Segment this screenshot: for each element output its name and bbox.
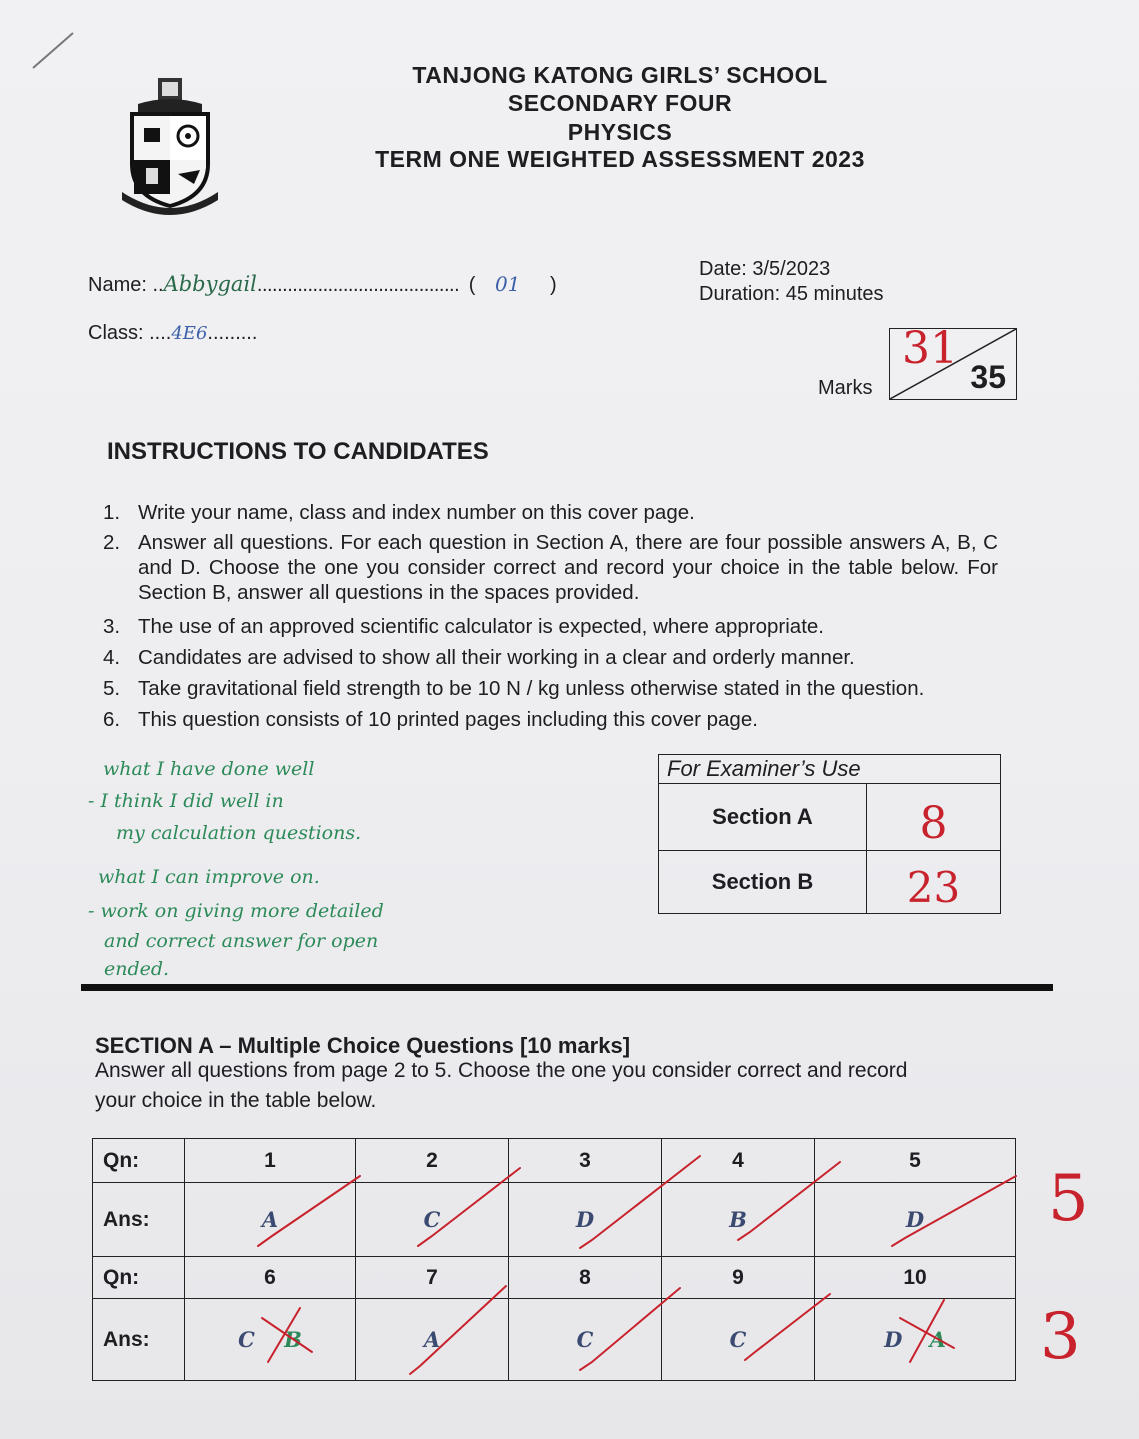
ans-label: Ans: [93, 1183, 185, 1257]
instruction-number: 3. [103, 615, 121, 638]
instruction-text: Take gravitational field strength to be 10 N / kg unless otherwise stated in the question. [138, 677, 925, 700]
question-number: 7 [356, 1257, 509, 1299]
duration: Duration: 45 minutes [699, 283, 884, 305]
section-a-title: SECTION A – Multiple Choice Questions [10 marks] [95, 1033, 631, 1058]
tick-mark [258, 1176, 360, 1246]
answer-correction: B [284, 1327, 302, 1352]
instruction-text: Write your name, class and index number on this cover page. [138, 501, 695, 524]
date: Date: 3/5/2023 [699, 258, 831, 280]
answer-cell: C [662, 1299, 815, 1381]
question-number: 5 [815, 1139, 1016, 1183]
instructions-title: INSTRUCTIONS TO CANDIDATES [107, 438, 489, 465]
subject: PHYSICS [567, 119, 673, 145]
question-number: 4 [662, 1139, 815, 1183]
tick-mark [418, 1168, 520, 1246]
answer-cell: D [884, 1327, 903, 1352]
question-number: 8 [509, 1257, 662, 1299]
instruction-number: 4. [103, 646, 121, 669]
cross-mark [900, 1300, 954, 1362]
section-a-score: 8 [919, 798, 948, 849]
level: SECONDARY FOUR [507, 90, 733, 116]
reflection-line-2: - I think I did well in [88, 790, 284, 812]
section-a-instruction-1: Answer all questions from page 2 to 5. Choose the one you consider correct and record [95, 1059, 908, 1082]
instruction-number: 6. [103, 708, 121, 731]
index-value: 01 [494, 272, 521, 296]
reflection-line-5: - work on giving more detailed [88, 900, 384, 922]
name-dots: ........................................ [256, 274, 460, 296]
instruction-number: 1. [103, 501, 121, 524]
answer-cell: C [509, 1299, 662, 1381]
reflection-line-6: and correct answer for open [104, 930, 379, 952]
cross-mark [262, 1308, 312, 1362]
marks-label: Marks [818, 377, 873, 399]
section-b-score: 23 [906, 863, 961, 912]
tick-mark [745, 1294, 830, 1360]
tick-mark [738, 1162, 840, 1240]
reflection-line-3: my calculation questions. [116, 822, 362, 844]
question-number: 1 [185, 1139, 356, 1183]
question-number: 6 [185, 1257, 356, 1299]
section-a-label: Section A [659, 784, 867, 851]
answer-cell: A [185, 1183, 356, 1257]
row1-score: 5 [1048, 1162, 1089, 1236]
reflection-line-7: ended. [104, 958, 170, 980]
ans-label: Ans: [93, 1299, 185, 1381]
answer-cell: C [356, 1183, 509, 1257]
question-number: 3 [509, 1139, 662, 1183]
tick-mark [580, 1288, 680, 1370]
instruction-text: This question consists of 10 printed pages including this cover page. [138, 708, 758, 731]
tick-mark [410, 1286, 506, 1374]
answer-correction: A [929, 1327, 946, 1352]
question-number: 2 [356, 1139, 509, 1183]
answer-cell: D [509, 1183, 662, 1257]
reflection-line-1: what I have done well [103, 758, 315, 780]
instruction-text: Candidates are advised to show all their working in a clear and orderly manner. [138, 646, 855, 669]
class-dots: ......... [207, 322, 258, 344]
examiner-title: For Examiner’s Use [659, 755, 1001, 784]
name-label: Name: .. [88, 274, 164, 296]
tick-mark [580, 1156, 700, 1248]
marks-obtained: 31 [902, 323, 958, 374]
reflection-line-4: what I can improve on. [98, 866, 320, 888]
answer-cell: D [815, 1183, 1016, 1257]
section-a-instruction-2: your choice in the table below. [95, 1089, 377, 1112]
instruction-text: Answer all questions. For each question in Section A, there are four possible answers A, B, C and D. Choose the one you consider correct and record your choice in the table below. For Section B, answer all questions in the spaces provided. [138, 531, 998, 604]
index-close: ) [549, 274, 557, 296]
question-number: 9 [662, 1257, 815, 1299]
question-number: 10 [815, 1257, 1016, 1299]
class-value: 4E6 [171, 323, 208, 344]
row2-score: 3 [1040, 1300, 1081, 1374]
tick-mark [892, 1176, 1016, 1246]
answer-cell: A [356, 1299, 509, 1381]
instruction-number: 2. [103, 531, 121, 554]
qn-label: Qn: [93, 1257, 185, 1299]
section-b-label: Section B [659, 851, 867, 914]
instruction-text: The use of an approved scientific calculator is expected, where appropriate. [138, 615, 824, 638]
assessment-title: TERM ONE WEIGHTED ASSESSMENT 2023 [375, 146, 865, 172]
qn-label: Qn: [93, 1139, 185, 1183]
answer-cell: C [238, 1327, 255, 1352]
name-value: Abbygail [163, 272, 257, 296]
answer-cell: B [662, 1183, 815, 1257]
class-label: Class: .... [88, 322, 172, 344]
school-name: TANJONG KATONG GIRLS’ SCHOOL [412, 62, 828, 88]
instruction-number: 5. [103, 677, 121, 700]
marks-total: 35 [970, 359, 1006, 395]
index-open: ( [468, 274, 476, 296]
